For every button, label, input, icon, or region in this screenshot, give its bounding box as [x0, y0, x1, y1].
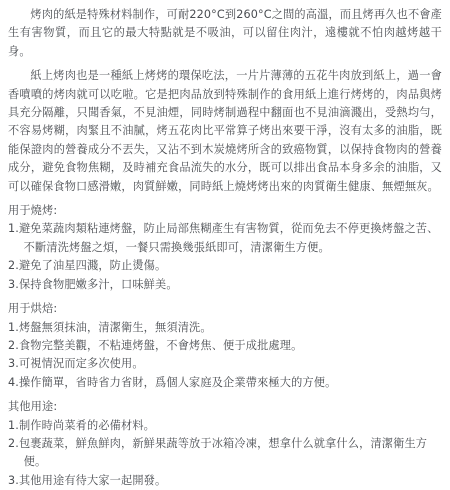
section-bbq — [8, 202, 442, 294]
item-list — [8, 417, 442, 490]
section-title: 用于燒烤: — [8, 204, 58, 218]
section-title: 用于烘焙: — [8, 302, 58, 316]
intro-paragraph-1 — [8, 6, 442, 61]
section-other-uses — [8, 398, 442, 490]
list-item: 1.制作時尚菜肴的必備材料。 — [8, 418, 156, 432]
intro-paragraph-2 — [8, 67, 442, 196]
list-item: 1.烤盤無須抹油，清潔衛生，無須清洗。 — [8, 320, 212, 334]
intro-text: 烤肉的紙是特殊材料制作，可耐220°C到260°C之間的高溫，而且烤再久也不會產生有害物質，而且它的最大特點就是不吸油，可以留住肉汁，遠樓就不怕肉越烤越干身。 — [8, 8, 442, 58]
list-item: 3.其他用途有待大家一起開發。 — [8, 473, 167, 487]
list-item: 2.避免了油星四濺，防止燙傷。 — [8, 259, 167, 273]
item-list — [8, 319, 442, 393]
list-item: 2.食物完整美觀，不粘連烤盤，不會烤焦、便于成批處理。 — [8, 338, 303, 352]
item-list — [8, 220, 442, 294]
intro-text: 紙上烤肉也是一種紙上烤烤的環保吃法，一片片薄薄的五花牛肉放到紙上，過一會香噴噴的烤肉就可以吃啦。它是把肉品放到特殊制作的食用紙上進行烤烤的，肉品與烤具充分隔離，只聞香氣，不見油煙，同時烤制過程中翻面也不見油滴濺出，受熱均勻，不容易烤糊，肉緊且不油膩，烤五花肉比平常算子烤出來要干淨，沒有太多的油脂，既能保證肉的營養成分不丟失，又沾不到木炭燒烤所含的致癌物質，以保持食物肉的營養成分，避免食物焦糊，及時補充食品流失的水分，既可以排出食品本身多余的油脂，又可以確保食物口感滑嫩，肉質鮮嫩，同時紙上燒烤烤出來的肉質衛生健康、無煙無灰。 — [8, 69, 442, 193]
list-item: 4.操作簡單，省時省力省財，爲個人家庭及企業帶來極大的方便。 — [8, 375, 337, 389]
list-item: 3.保持食物肥嫩多汁，口味鮮美。 — [8, 277, 178, 291]
section-baking — [8, 300, 442, 392]
section-title: 其他用途: — [8, 400, 58, 414]
list-item: 1.避免菜蔬肉類粘連烤盤，防止局部焦糊產生有害物質，從而免去不停更換烤盤之苦、不斷清洗烤盤之煩，一餐只需換幾張紙即可，清潔衛生方便。 — [8, 222, 439, 254]
list-item: 2.包裹蔬菜，鮮魚鮮肉，新鮮果蔬等放于冰箱冷凍，想拿什么就拿什么，清潔衛生方便。 — [8, 436, 428, 469]
list-item: 3.可視情況而定多次使用。 — [8, 357, 144, 371]
